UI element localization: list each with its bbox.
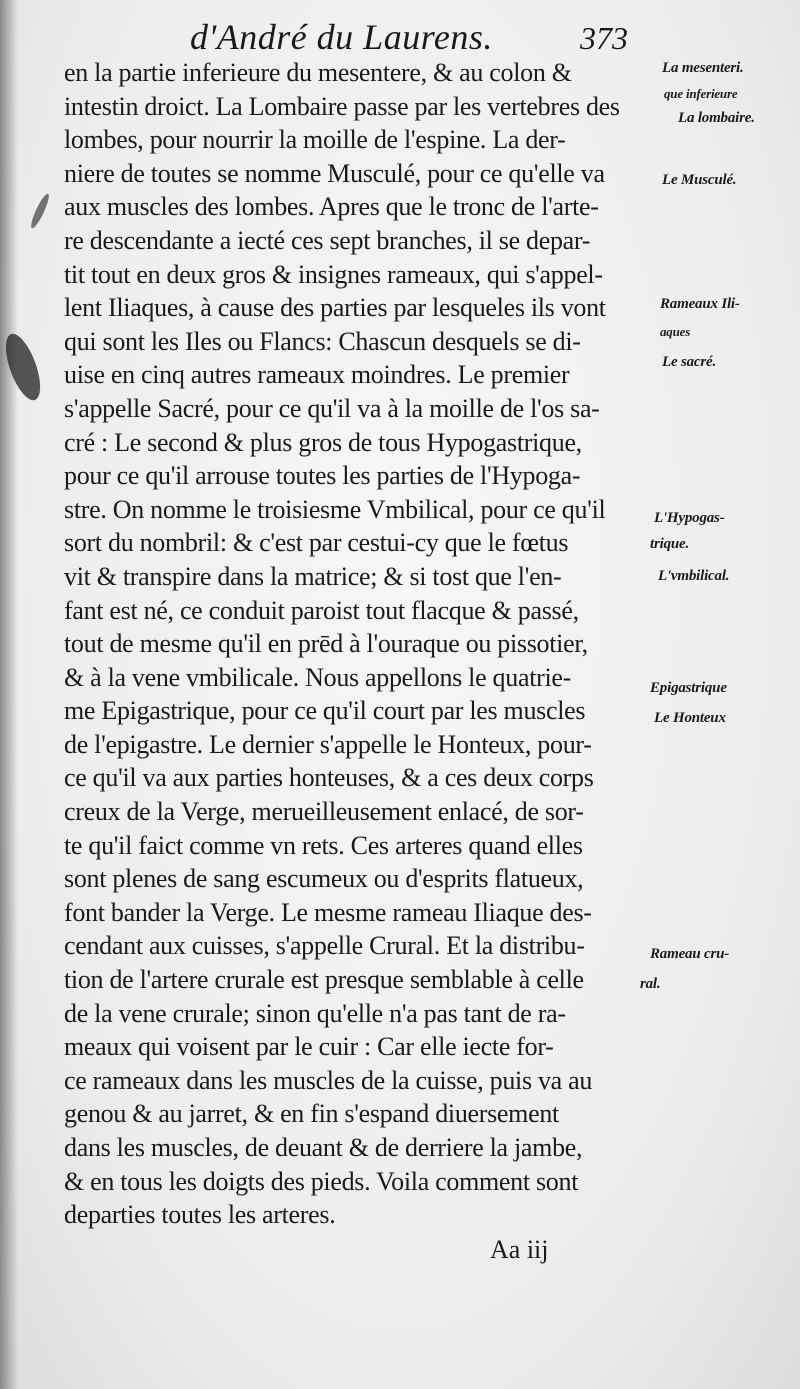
margin-note: ral. bbox=[640, 976, 661, 992]
text-line: lent Iliaques, à cause des parties par lesqueles ils vont bbox=[64, 293, 606, 323]
margin-note: Le Honteux bbox=[654, 710, 726, 726]
text-line: tout de mesme qu'il en prēd à l'ouraque ou pissotier, bbox=[64, 629, 588, 659]
text-line: fant est né, ce conduit paroist tout flacque & passé, bbox=[64, 595, 579, 625]
margin-note: L'Hypogas- bbox=[654, 510, 725, 526]
text-line: sort du nombril: & c'est par cestui-cy que le fœtus bbox=[64, 528, 569, 558]
text-line: tion de l'artere crurale est presque semblable à celle bbox=[64, 965, 584, 995]
page-number: 373 bbox=[580, 20, 628, 56]
text-line: en la partie inferieure du mesentere, & au colon & bbox=[64, 58, 572, 87]
text-line: stre. On nomme le troisiesme Vmbilical, pour ce qu'il bbox=[64, 494, 606, 524]
text-line: cré : Le second & plus gros de tous Hypogastrique, bbox=[64, 427, 582, 457]
text-line: tit tout en deux gros & insignes rameaux, qui s'appel- bbox=[64, 259, 603, 289]
running-head: d'André du Laurens. bbox=[190, 17, 493, 57]
text-line: de la vene crurale; sinon qu'elle n'a pas tant de ra- bbox=[64, 998, 566, 1028]
margin-note: La lombaire. bbox=[678, 110, 755, 126]
text-line: font bander la Verge. Le mesme rameau Iliaque des- bbox=[64, 897, 592, 927]
text-line: uise en cinq autres rameaux moindres. Le premier bbox=[64, 360, 570, 390]
text-line: s'appelle Sacré, pour ce qu'il va à la moille de l'os sa- bbox=[64, 393, 600, 423]
text-line: lombes, pour nourrir la moille de l'espine. La der- bbox=[64, 125, 566, 155]
text-line: vit & transpire dans la matrice; & si tost que l'en- bbox=[64, 561, 562, 591]
margin-note: trique. bbox=[650, 536, 690, 552]
margin-note: que inferieure bbox=[664, 86, 738, 101]
margin-note: L'vmbilical. bbox=[658, 568, 730, 584]
text-line: qui sont les Iles ou Flancs: Chascun desquels se di- bbox=[64, 326, 581, 356]
text-line: meaux qui voisent par le cuir : Car elle iecte for- bbox=[64, 1032, 554, 1062]
text-line: niere de toutes se nomme Musculé, pour ce qu'elle va bbox=[64, 158, 605, 188]
text-line: cendant aux cuisses, s'appelle Crural. Et la distribu- bbox=[64, 931, 585, 961]
margin-note: aques bbox=[660, 324, 691, 339]
body-text bbox=[64, 56, 664, 1232]
ink-smudge bbox=[28, 192, 51, 230]
text-line: pour ce qu'il arrouse toutes les parties de l'Hypoga- bbox=[64, 461, 581, 491]
text-line: re descendante a iecté ces sept branches, il se depar- bbox=[64, 225, 591, 255]
text-line: intestin droict. La Lombaire passe par les vertebres des bbox=[64, 91, 620, 121]
text-line: genou & au jarret, & en fin s'espand diuersement bbox=[64, 1099, 559, 1129]
text-line: de l'epigastre. Le dernier s'appelle le Honteux, pour- bbox=[64, 729, 592, 759]
margin-note: Rameaux Ili- bbox=[660, 296, 740, 312]
margin-note: Le Musculé. bbox=[662, 172, 737, 188]
margin-note: Rameau cru- bbox=[650, 946, 730, 962]
text-line: aux muscles des lombes. Apres que le tronc de l'arte- bbox=[64, 192, 599, 222]
text-line: me Epigastrique, pour ce qu'il court par les muscles bbox=[64, 696, 586, 726]
text-line: dans les muscles, de deuant & de derriere la jambe, bbox=[64, 1133, 583, 1162]
text-line: te qu'il faict comme vn rets. Ces arteres quand elles bbox=[64, 830, 583, 860]
text-line: creux de la Verge, merueilleusement enlacé, de sor- bbox=[64, 797, 584, 827]
text-line: sont plenes de sang escumeux ou d'esprits flatueux, bbox=[64, 864, 584, 894]
text-line: ce rameaux dans les muscles de la cuisse, puis va au bbox=[64, 1065, 593, 1095]
text-line: & en tous les doigts des pieds. Voila comment sont bbox=[64, 1166, 579, 1196]
signature-mark: Aa iij bbox=[490, 1235, 549, 1264]
text-line: departies toutes les arteres. bbox=[64, 1200, 336, 1230]
margin-note: Epigastrique bbox=[650, 680, 727, 696]
text-line: & à la vene vmbilicale. Nous appellons le quatrie- bbox=[64, 662, 571, 692]
margin-note: La mesenteri. bbox=[662, 60, 744, 76]
margin-notes bbox=[640, 0, 800, 1389]
margin-note: Le sacré. bbox=[662, 354, 717, 370]
page-edge-shadow bbox=[0, 0, 18, 1389]
text-line: ce qu'il va aux parties honteuses, & a ces deux corps bbox=[64, 763, 594, 793]
